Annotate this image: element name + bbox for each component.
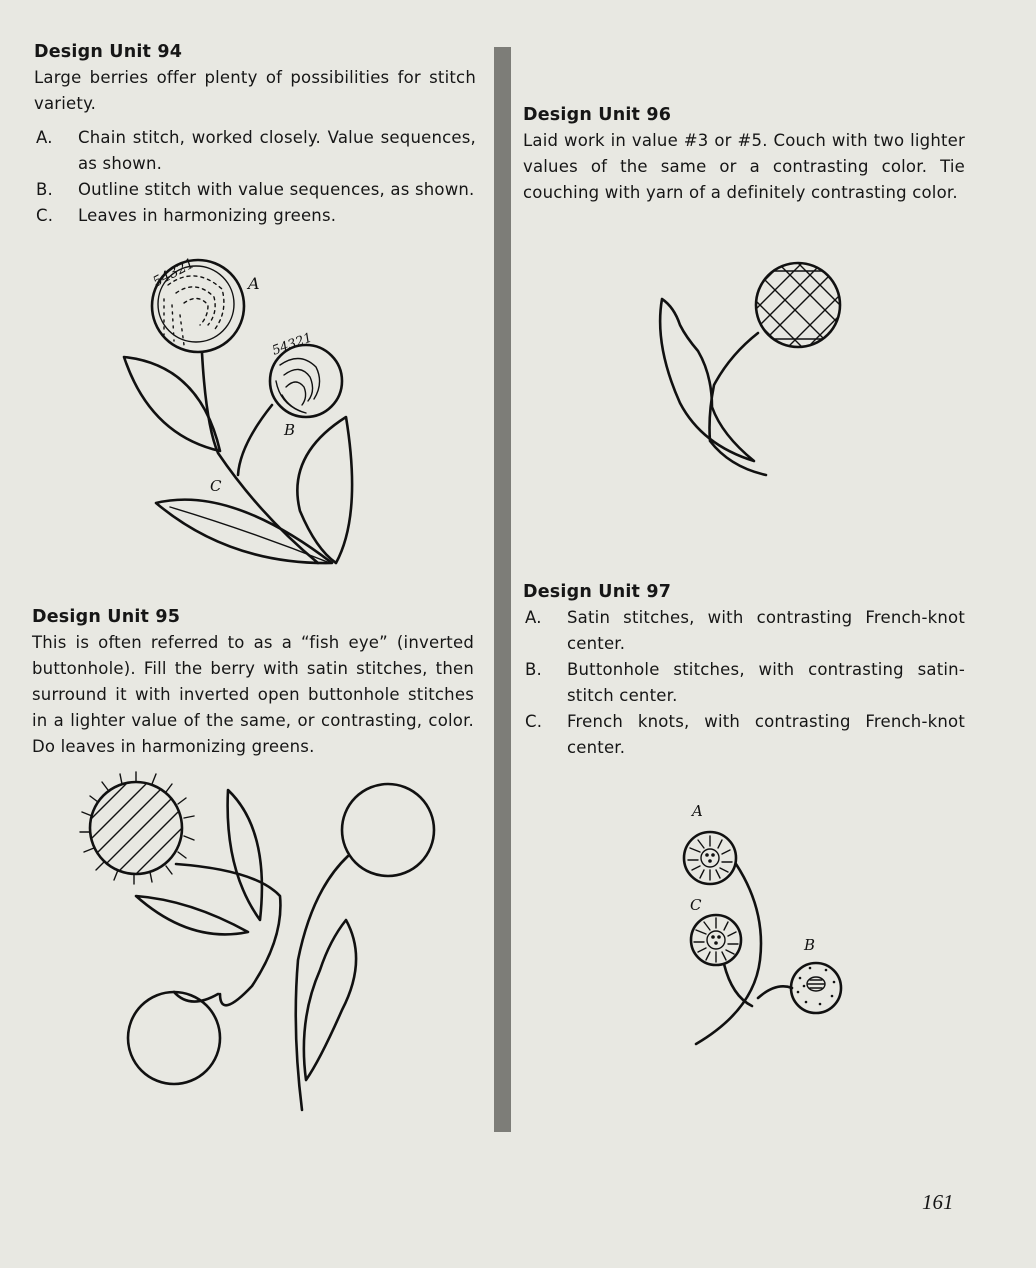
list-item: B. Buttonhole stitches, with contrasting satin-stitch center. [525, 660, 965, 705]
unit-96-illustration [650, 255, 850, 485]
page-number: 161 [922, 1190, 954, 1214]
design-unit-95 [32, 607, 474, 760]
unit-97-illustration [680, 800, 860, 1060]
label-c: C [210, 477, 222, 495]
unit-96-body: Laid work in value #3 or #5. Couch with two lighter values of the same or a contrasting color. Tie couching with yarn of a definitely contrasting color. [523, 131, 965, 202]
list-item: C. French knots, with contrasting French-knot center. [525, 712, 965, 757]
unit-96-title: Design Unit 96 [523, 105, 672, 125]
sequence-label-a: 54321 [150, 255, 198, 291]
unit-95-body: This is often referred to as a “fish eye” (inverted buttonhole). Fill the berry with satin stitches, then surround it with inverted open buttonhole stitches in a lighter value of the same, or contrasting, color. Do leaves in harmonizing greens. [32, 633, 474, 756]
sequence-label-b: 54321 [270, 330, 315, 359]
unit-97-title: Design Unit 97 [523, 582, 672, 602]
list-item: A. Chain stitch, worked closely. Value sequences, as shown. [36, 128, 476, 173]
label-c: C [690, 896, 702, 914]
label-b: B [804, 936, 816, 954]
label-b: B [284, 421, 296, 439]
buttonhole-ring [80, 772, 194, 884]
list-item: C. Leaves in harmonizing greens. [36, 206, 337, 225]
unit-95-illustration [80, 770, 460, 1140]
unit-95-title: Design Unit 95 [32, 607, 181, 627]
unit-94-intro: Large berries offer plenty of possibilities for stitch variety. [34, 68, 476, 113]
design-unit-96 [523, 105, 965, 206]
column-divider [494, 47, 511, 1132]
unit-94-list [34, 125, 476, 229]
unit-97-list [523, 605, 965, 761]
unit-94-title: Design Unit 94 [34, 42, 183, 62]
list-item: A. Satin stitches, with contrasting French-knot center. [525, 608, 965, 653]
unit-94-illustration [110, 245, 370, 575]
list-item: B. Outline stitch with value sequences, as shown. [36, 180, 475, 199]
design-unit-94 [34, 42, 476, 229]
design-unit-97 [523, 582, 965, 761]
label-a: A [248, 274, 260, 293]
label-a: A [692, 802, 703, 820]
